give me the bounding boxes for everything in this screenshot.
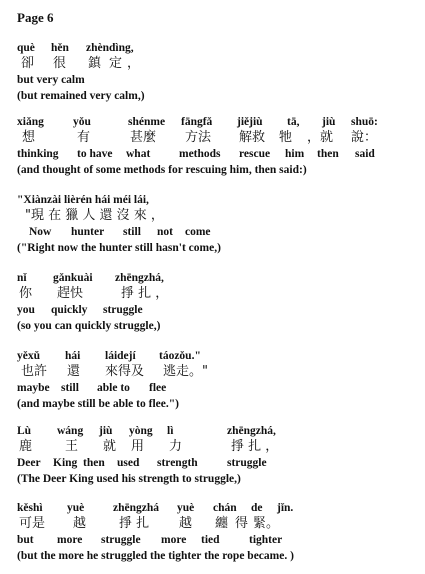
gloss-word: tied (201, 534, 220, 546)
pinyin-word: jiù (322, 116, 336, 128)
hanzi-line (17, 56, 417, 72)
gloss-word: then (83, 457, 105, 469)
hanzi-word: 掙 扎 ， (121, 286, 169, 301)
gloss-word: come (185, 226, 211, 238)
pinyin-line (17, 114, 417, 130)
gloss-word: able to (97, 382, 130, 394)
passage-block-5 (17, 348, 417, 412)
gloss-line (17, 455, 417, 471)
pinyin-word: shuō: (351, 116, 378, 128)
hanzi-word: 得 (235, 516, 249, 531)
gloss-word: but (17, 534, 34, 546)
pinyin-word: què (17, 42, 35, 54)
page-label: Page 6 (17, 10, 54, 25)
gloss-word: what (126, 148, 151, 160)
hanzi-line (17, 439, 417, 455)
gloss-word: still (61, 382, 79, 394)
pinyin-word: wáng (57, 425, 84, 437)
pinyin-line: "Xiànzài lièrén hái méi lái, (17, 194, 149, 206)
hanzi-word: 來得及 (105, 364, 145, 379)
translation-line: (The Deer King used his strength to struggle,) (17, 473, 241, 485)
pinyin-line (17, 348, 417, 364)
pinyin-word: táozǒu." (159, 350, 201, 362)
hanzi-word: 越 (73, 516, 87, 531)
pinyin-word: láidejí (105, 350, 136, 362)
hanzi-word: 趕快 (57, 286, 84, 301)
gloss-line (17, 224, 417, 240)
gloss-word: you (17, 304, 35, 316)
hanzi-line: "現 在 獵 人 還 沒 來 ， (25, 208, 164, 223)
gloss-word: thinking (17, 148, 59, 160)
pinyin-word: yǒu (73, 116, 91, 128)
passage-block-4 (17, 270, 417, 334)
gloss-word: him (285, 148, 305, 160)
hanzi-char: 定 (109, 56, 123, 71)
pinyin-word: lì (167, 425, 174, 437)
hanzi-line (17, 364, 417, 380)
pinyin-word: kěshì (17, 502, 43, 514)
pinyin-word: hái (65, 350, 81, 362)
hanzi-word: 越 (179, 516, 193, 531)
passage-block-7 (17, 500, 417, 564)
translation-line: (and thought of some methods for rescuing him, then said:) (17, 164, 307, 176)
pinyin-word: zhēngzhá, (227, 425, 276, 437)
hanzi-word: 有 (77, 130, 91, 145)
hanzi-word: 掙 扎 ， (231, 439, 279, 454)
gloss-word: hunter (71, 226, 105, 238)
pinyin-word: nǐ (17, 272, 27, 284)
pinyin-word: hěn (51, 42, 69, 54)
hanzi-word: 緊。 (253, 516, 280, 531)
gloss-line (17, 146, 417, 162)
translation-line: (and maybe still be able to flee.") (17, 398, 179, 410)
pinyin-word: zhēngzhá (113, 502, 159, 514)
hanzi-char: 鎮 (88, 56, 102, 71)
pinyin-word: fāngfǎ (181, 116, 213, 128)
gloss-word: Deer (17, 457, 41, 469)
hanzi-word: 可是 (19, 516, 46, 531)
hanzi-word: 你 (19, 286, 33, 301)
pinyin-line (17, 423, 417, 439)
gloss-word: struggle (227, 457, 267, 469)
hanzi-word: 王 (65, 439, 79, 454)
hanzi-word: 就 (103, 439, 117, 454)
pinyin-word: tā, (287, 116, 300, 128)
hanzi-word: 用 (131, 439, 145, 454)
hanzi-word: 牠 (279, 130, 293, 145)
hanzi-line (17, 516, 417, 532)
gloss-line (17, 380, 417, 396)
hanzi-word: 想 (22, 130, 36, 145)
gloss-word: Now (29, 226, 52, 238)
hanzi-word: 也許 (21, 364, 48, 379)
pinyin-word: yuè (177, 502, 195, 514)
gloss-word: struggle (103, 304, 143, 316)
pinyin-word: jǐn. (277, 502, 294, 514)
pinyin-word: xiǎng (17, 116, 44, 128)
hanzi-word: 力 (169, 439, 183, 454)
hanzi-word: 甚麼 (130, 130, 157, 145)
passage-block-3 (17, 192, 417, 256)
pinyin-word: yěxǔ (17, 350, 40, 362)
hanzi-word: ，就 (307, 130, 334, 145)
gloss-word: more (57, 534, 83, 546)
hanzi-line (17, 286, 417, 302)
pinyin-word: jiù (99, 425, 113, 437)
pinyin-word: zhèndìng, (86, 42, 134, 54)
hanzi-char: ， (127, 56, 141, 71)
pinyin-word: shénme (128, 116, 166, 128)
passage-block-1 (17, 40, 417, 104)
hanzi-word: 逃走。" (163, 364, 208, 379)
translation-line: (so you can quickly struggle,) (17, 320, 161, 332)
gloss-word: used (117, 457, 140, 469)
translation-line: (but the more he struggled the tighter the rope became. ) (17, 550, 294, 562)
passage-block-6 (17, 423, 417, 487)
passage-block-2 (17, 114, 417, 178)
hanzi-word: 方法 (185, 130, 212, 145)
gloss-word: more (161, 534, 187, 546)
gloss-word: methods (179, 148, 221, 160)
gloss-word: King (53, 457, 78, 469)
hanzi-char: 卻 (21, 56, 35, 71)
pinyin-word: zhēngzhá, (115, 272, 164, 284)
gloss-line (17, 532, 417, 548)
pinyin-word: yuè (67, 502, 85, 514)
gloss-word: still (123, 226, 141, 238)
pinyin-line (17, 40, 417, 56)
hanzi-word: 纏 (215, 516, 229, 531)
gloss-word: to have (77, 148, 113, 160)
pinyin-line (17, 270, 417, 286)
gloss-word: struggle (101, 534, 141, 546)
pinyin-word: de (251, 502, 263, 514)
hanzi-word: 鹿 (19, 439, 33, 454)
gloss-word: flee (149, 382, 167, 394)
hanzi-word: 掙 扎 (119, 516, 150, 531)
hanzi-word: 說： (351, 130, 378, 145)
hanzi-line (17, 130, 417, 146)
gloss-word: maybe (17, 382, 50, 394)
pinyin-word: Lù (17, 425, 32, 437)
gloss-line: but very calm (17, 74, 85, 86)
gloss-word: then (317, 148, 339, 160)
pinyin-word: gǎnkuài (53, 272, 93, 284)
gloss-word: strength (157, 457, 198, 469)
gloss-line (17, 302, 417, 318)
gloss-word: said (355, 148, 375, 160)
gloss-word: rescue (239, 148, 271, 160)
pinyin-line (17, 500, 417, 516)
translation-line: ("Right now the hunter still hasn't come,) (17, 242, 221, 254)
pinyin-word: jiějiù (237, 116, 263, 128)
gloss-word: quickly (51, 304, 88, 316)
hanzi-word: 解救 (239, 130, 266, 145)
gloss-word: tighter (249, 534, 283, 546)
hanzi-word: 還 (67, 364, 81, 379)
pinyin-word: yòng (129, 425, 153, 437)
hanzi-char: 很 (53, 56, 67, 71)
pinyin-word: chán (213, 502, 237, 514)
translation-line: (but remained very calm,) (17, 90, 145, 102)
gloss-word: not (157, 226, 173, 238)
